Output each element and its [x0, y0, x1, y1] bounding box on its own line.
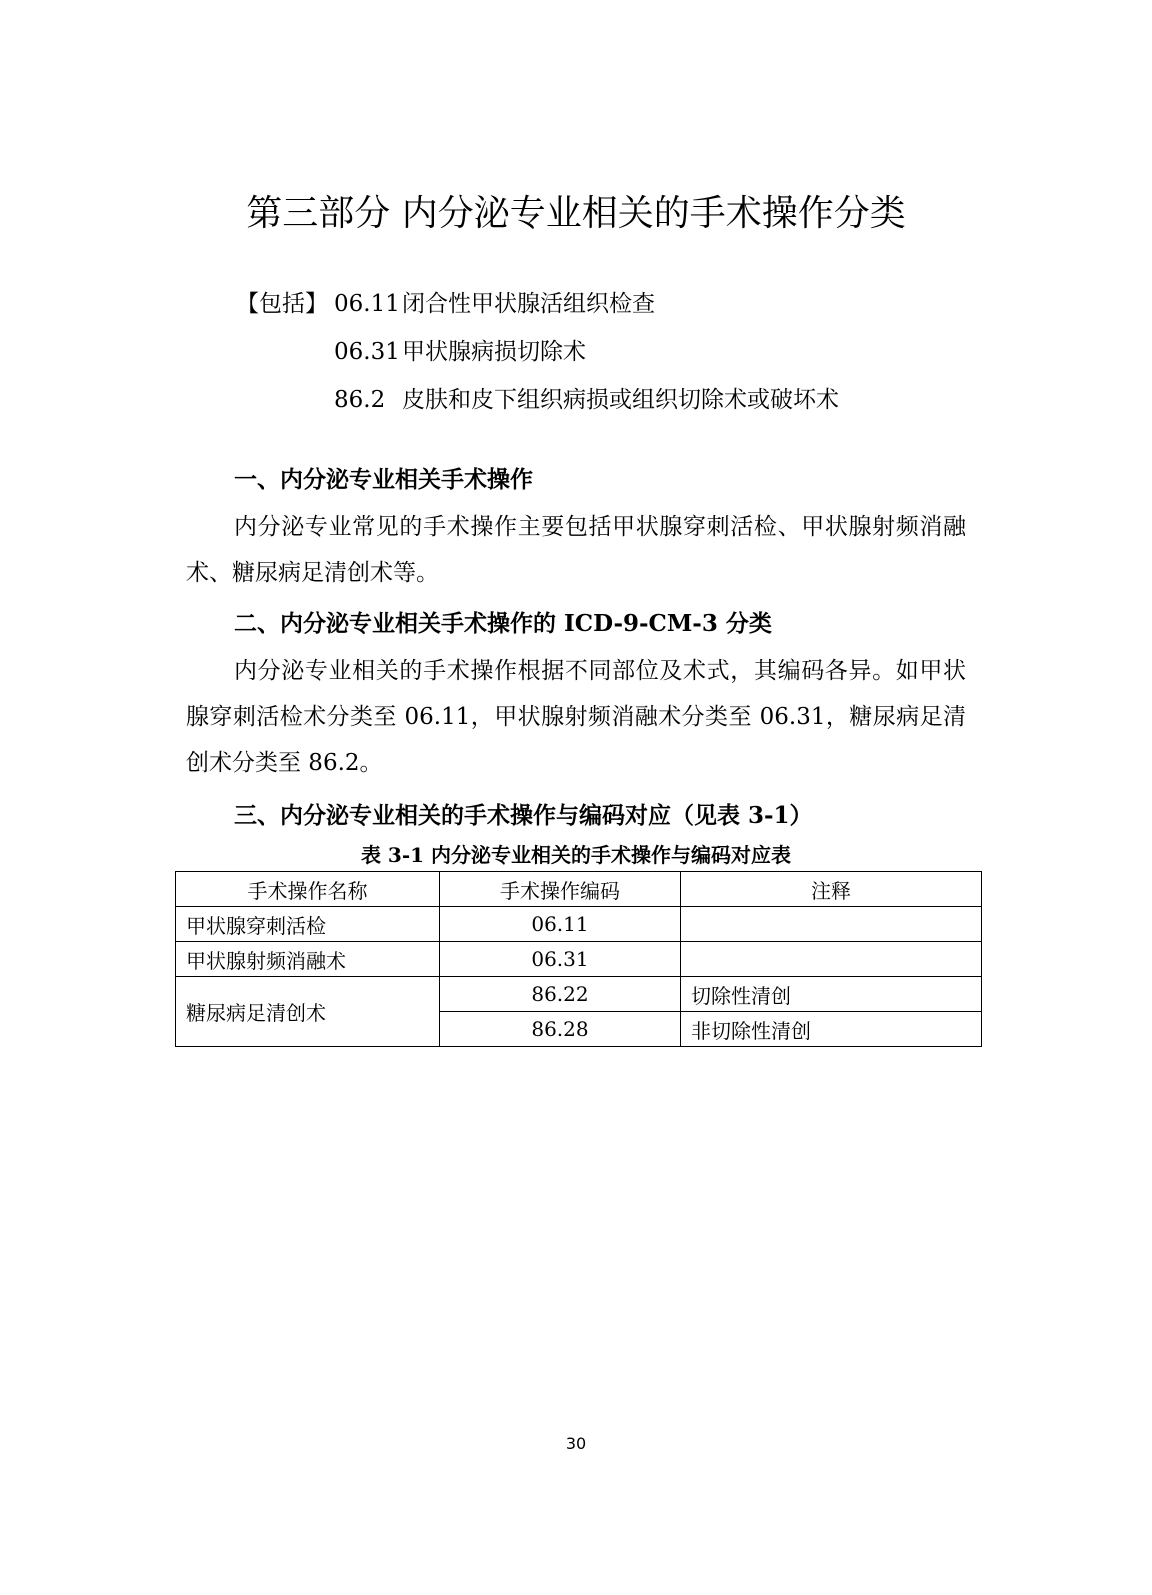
procedure-name-cell: 甲状腺射频消融术: [176, 942, 440, 977]
section-paragraph: 内分泌专业常见的手术操作主要包括甲状腺穿刺活检、甲状腺射频消融术、糖尿病足清创术等。: [186, 514, 966, 586]
includes-item: [236, 328, 839, 376]
procedure-name-cell: 甲状腺穿刺活检: [176, 907, 440, 942]
page-title: 第三部分 内分泌专业相关的手术操作分类: [246, 193, 906, 234]
section-3: [186, 792, 966, 840]
procedure-name: 闭合性甲状腺活组织检查: [402, 291, 655, 317]
section-paragraph: 内分泌专业相关的手术操作根据不同部位及术式，其编码各异。如甲状腺穿刺活检术分类至 06.11，甲状腺射频消融术分类至 06.31，糖尿病足清创术分类至 86.2。: [186, 658, 966, 776]
table-caption: 表 3-1 内分泌专业相关的手术操作与编码对应表: [360, 843, 792, 867]
note-cell: 非切除性清创: [681, 1012, 982, 1047]
includes-item: [236, 280, 839, 328]
column-header: 手术操作名称: [176, 872, 440, 907]
note-cell: [681, 907, 982, 942]
procedure-name-cell: 糖尿病足清创术: [176, 977, 440, 1047]
note-cell: 切除性清创: [681, 977, 982, 1012]
procedure-code-cell: 86.28: [440, 1012, 681, 1047]
includes-item: [236, 376, 839, 424]
procedure-code: 06.11: [334, 291, 400, 317]
section-heading: 三、内分泌专业相关的手术操作与编码对应（见表 3-1）: [234, 802, 813, 829]
page-number: 30: [565, 1434, 587, 1453]
procedure-code: 06.31: [334, 339, 400, 365]
section-2: [186, 600, 966, 786]
column-header: 手术操作编码: [440, 872, 681, 907]
includes-label: 【包括】: [236, 291, 328, 317]
procedure-name: 甲状腺病损切除术: [402, 339, 586, 365]
table-row: [176, 942, 982, 977]
table-row: [176, 977, 982, 1012]
procedure-code-cell: 06.31: [440, 942, 681, 977]
section-1: [186, 456, 966, 596]
procedure-code-cell: 06.11: [440, 907, 681, 942]
section-heading: 二、内分泌专业相关手术操作的 ICD-9-CM-3 分类: [234, 610, 772, 637]
table-header-row: [176, 872, 982, 907]
includes-list: [236, 280, 839, 424]
section-heading: 一、内分泌专业相关手术操作: [234, 466, 533, 493]
procedure-code-table: [175, 871, 982, 1047]
procedure-name: 皮肤和皮下组织病损或组织切除术或破坏术: [402, 387, 839, 413]
procedure-code-cell: 86.22: [440, 977, 681, 1012]
table-row: [176, 907, 982, 942]
procedure-code: 86.2: [334, 387, 386, 413]
note-cell: [681, 942, 982, 977]
column-header: 注释: [681, 872, 982, 907]
